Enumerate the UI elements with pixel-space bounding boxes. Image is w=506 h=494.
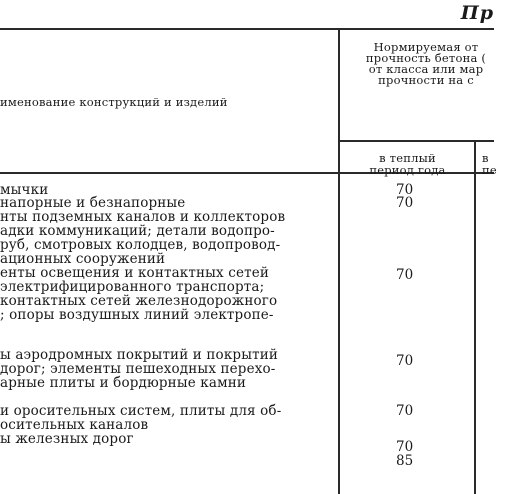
header-strength-line: прочности на с <box>378 73 474 87</box>
header-strength-line: Нормируемая от <box>373 40 479 54</box>
table-row-text: напорные и безнапорные <box>0 195 186 211</box>
table-row-text: ; опоры воздушных линий электропе- <box>0 307 274 323</box>
table-cell-value: 70 <box>396 267 414 283</box>
table-row-text: осительных каналов <box>0 417 149 433</box>
table-cell-value: 70 <box>396 353 414 369</box>
header-warm-period <box>346 152 469 176</box>
table-row-text: ы железных дорог <box>0 431 134 447</box>
header-cold-line: пе <box>482 163 497 177</box>
header-cold-period <box>482 152 497 176</box>
table-row-text: дорог; элементы пешеходных перехо- <box>0 361 276 377</box>
table-row-text: и оросительных систем, плиты для об- <box>0 403 282 419</box>
column-divider-periods <box>474 140 476 494</box>
table-cell-value: 70 <box>396 439 414 455</box>
table-row-text: мычки <box>0 182 49 198</box>
header-warm-line: период года <box>369 163 446 177</box>
header-strength-line: прочность бетона ( <box>365 51 487 65</box>
header-structure-name: именование конструкций и изделий <box>0 95 228 109</box>
table-top-rule <box>0 28 494 30</box>
table-caption: Пр <box>460 2 494 24</box>
table-row-text: енты освещения и контактных сетей <box>0 265 269 281</box>
table-cell-value: 70 <box>396 403 414 419</box>
table-row-text: ы аэродромных покрытий и покрытий <box>0 347 279 363</box>
table-cell-value: 85 <box>396 453 414 469</box>
header-warm-line: в теплый <box>379 151 436 165</box>
column-divider-main <box>338 28 340 494</box>
header-cold-line: в <box>482 151 489 165</box>
header-strength-line: от класса или мар <box>368 62 484 76</box>
header-strength <box>346 42 506 86</box>
table-row-text: контактных сетей железнодорожного <box>0 293 278 309</box>
table-row-text: электрифицированного транспорта; <box>0 279 265 295</box>
table-row-text: руб, смотровых колодцев, водопровод- <box>0 237 281 253</box>
subheader-rule <box>338 140 494 142</box>
table-cell-value: 70 <box>396 182 414 198</box>
table-row-text: адки коммуникаций; детали водопро- <box>0 223 275 239</box>
table-row-text: арные плиты и бордюрные камни <box>0 375 247 391</box>
table-row-text: ационных сооружений <box>0 251 166 267</box>
table-cell-value: 70 <box>396 195 414 211</box>
table-row-text: нты подземных каналов и коллекторов <box>0 209 286 225</box>
